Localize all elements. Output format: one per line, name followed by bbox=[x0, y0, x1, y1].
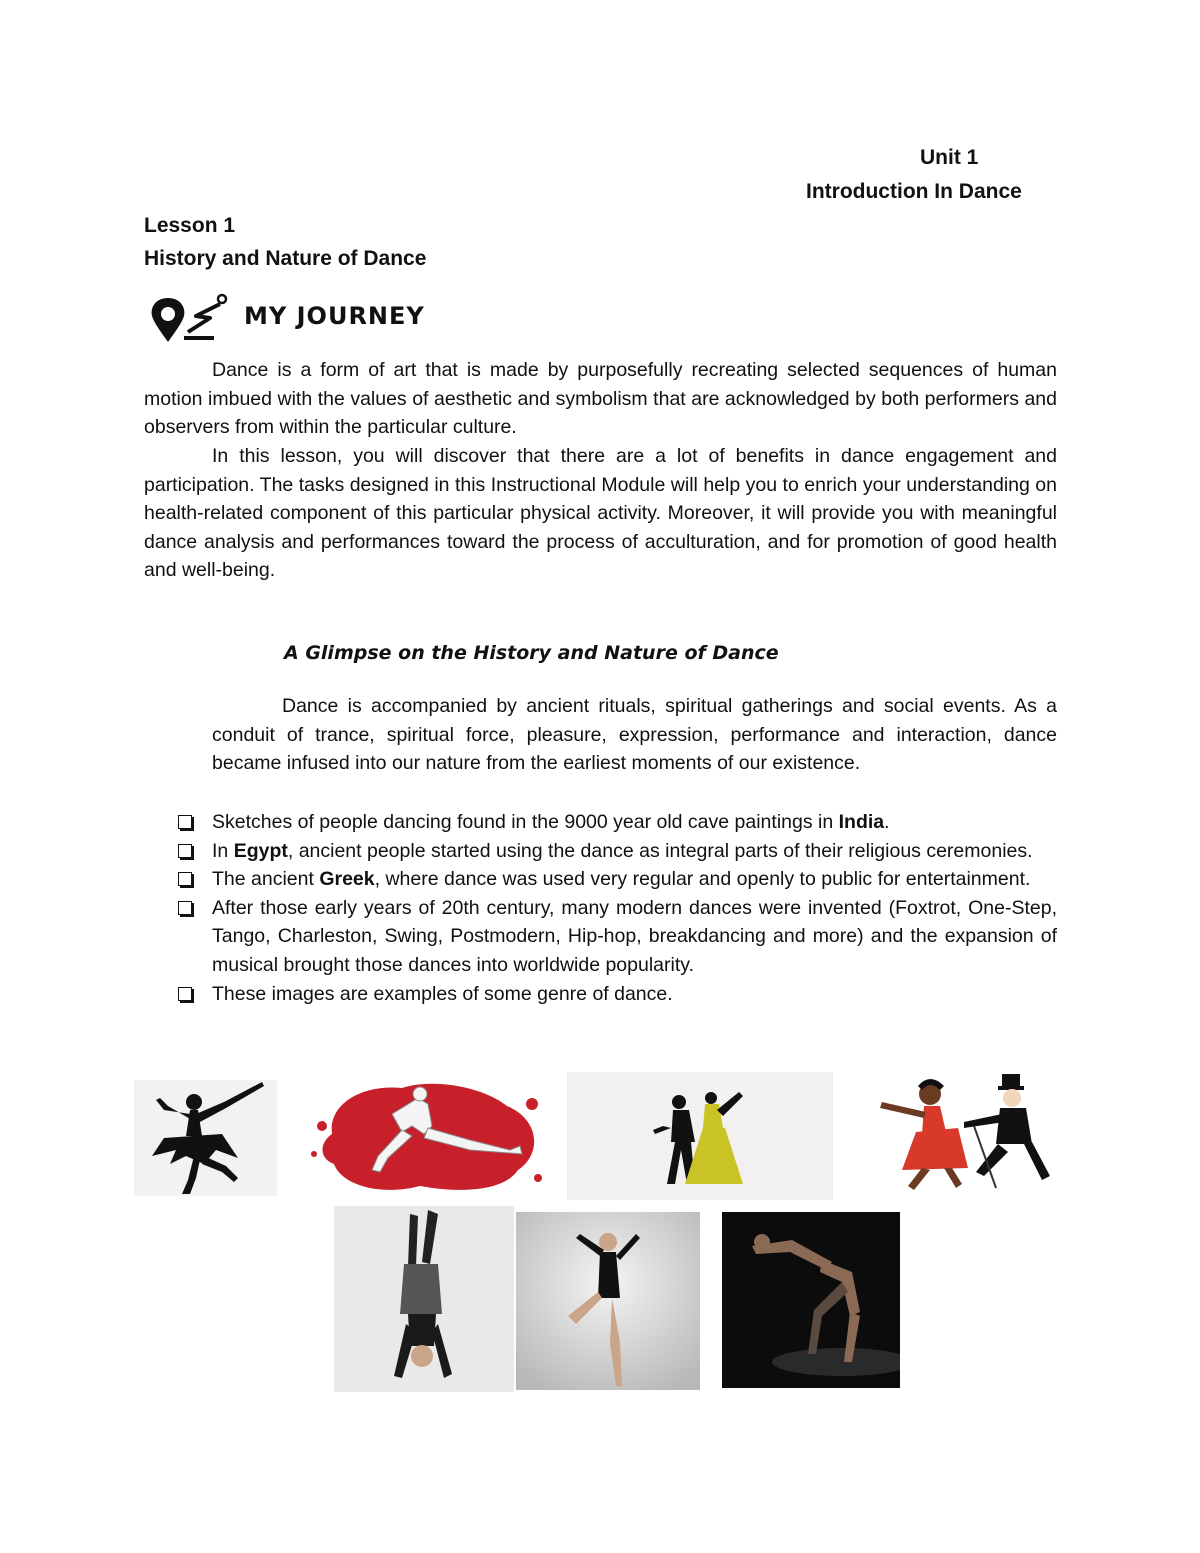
swing-couple-image bbox=[864, 1072, 1090, 1198]
lesson-number: Lesson 1 bbox=[144, 214, 236, 237]
lesson-title: History and Nature of Dance bbox=[144, 247, 427, 270]
journey-label: MY JOURNEY bbox=[244, 302, 425, 330]
breakdance-handstand-image bbox=[334, 1206, 514, 1392]
modern-dancer-dark-image bbox=[722, 1212, 900, 1388]
section-heading: A Glimpse on the History and Nature of Dance bbox=[284, 642, 779, 664]
list-item bbox=[176, 980, 1057, 1009]
checkbox-icon bbox=[178, 872, 192, 886]
list-item bbox=[176, 865, 1057, 894]
list-item bbox=[176, 837, 1057, 866]
ballroom-couple-image bbox=[567, 1072, 833, 1200]
location-route-icon bbox=[148, 292, 232, 346]
bullet-bold: India bbox=[838, 811, 885, 833]
bullet-text-end: . bbox=[884, 811, 890, 833]
unit-label: Unit 1 bbox=[920, 146, 979, 169]
list-item bbox=[176, 808, 1057, 837]
list-item bbox=[176, 894, 1057, 980]
history-bullet-list bbox=[176, 808, 1057, 1008]
bullet-text-end: , where dance was used very regular and openly to public for entertainment. bbox=[374, 868, 1031, 891]
bullet-text: These images are examples of some genre of dance. bbox=[212, 982, 673, 1005]
section-intro: Dance is accompanied by ancient rituals, spiritual gatherings and social events. As a conduit of trance, spiritual force, pleasure, expression, performance and interaction, dance became infused into our nature from the earliest moments of our existence. bbox=[212, 695, 1057, 775]
ballet-silhouette-image bbox=[134, 1080, 277, 1196]
contemporary-dancer-image bbox=[516, 1212, 700, 1390]
unit-title: Introduction In Dance bbox=[806, 180, 1022, 203]
checkbox-icon bbox=[178, 844, 192, 858]
bullet-bold: Egypt bbox=[233, 839, 288, 862]
checkbox-icon bbox=[178, 987, 192, 1001]
bullet-text-end: , ancient people started using the dance as integral parts of their religious ceremonies. bbox=[287, 839, 1033, 862]
bullet-text: Sketches of people dancing found in the 9000 year old cave paintings in bbox=[212, 811, 839, 833]
bullet-bold: Greek bbox=[319, 868, 375, 891]
bullet-text: The ancient bbox=[212, 868, 320, 891]
checkbox-icon bbox=[178, 815, 192, 829]
checkbox-icon bbox=[178, 901, 192, 915]
bullet-text: In bbox=[212, 839, 234, 862]
intro-paragraph-2: In this lesson, you will discover that there are a lot of benefits in dance engagement and participation. The tasks designed in this Instructional Module will help you to enrich your understanding on health-related component of this particular physical activity. Moreover, it will provide you with meaningful dance analysis and performances toward the process of acculturation, and for promotion of good health and well-being. bbox=[144, 445, 1057, 582]
hiphop-splash-image bbox=[292, 1074, 557, 1198]
bullet-text: After those early years of 20th century, many modern dances were invented (Foxtrot, One-Step, Tango, Charleston, Swing, Postmodern, Hip-hop, breakdancing and more) and the expansion of musical brought those dances into worldwide popularity. bbox=[212, 896, 1057, 976]
intro-paragraph-1: Dance is a form of art that is made by purposefully recreating selected sequences of human motion imbued with the values of aesthetic and symbolism that are acknowledged by both performers and observers from within the particular culture. bbox=[144, 359, 1057, 439]
